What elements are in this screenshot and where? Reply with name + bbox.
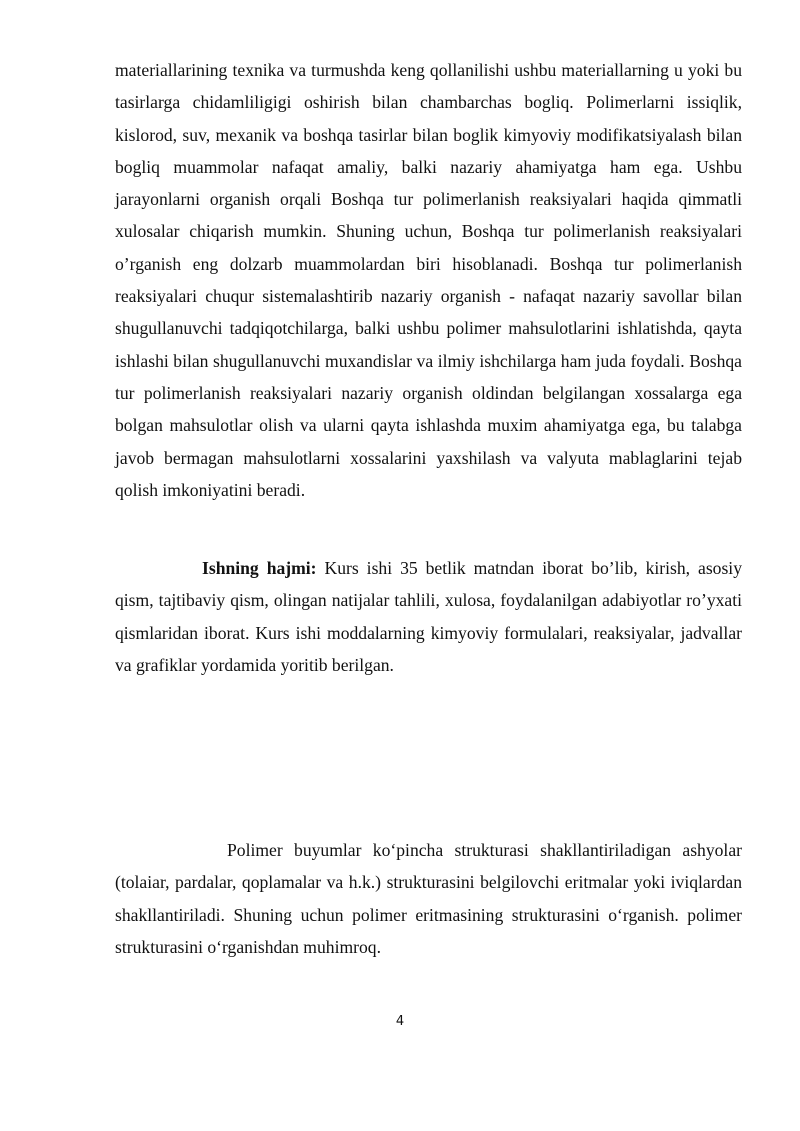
- page-number: 4: [395, 1014, 405, 1029]
- section-heading: Ishning hajmi:: [202, 558, 317, 578]
- body-paragraph-3: Polimer buyumlar ko‘pincha strukturasi shakllantiriladigan ashyolar (tolaiar, pardalar, qoplamalar va h.k.) strukturasini belgilovchi eritmalar yoki iviqlardan shakllantiriladi. Shuning uchun polimer eritmasining strukturasini o‘rganish. polimer strukturasini o‘rganishdan muhimroq.: [115, 840, 742, 957]
- body-paragraph-1: materiallarining texnika va turmushda keng qollanilishi ushbu materiallarning u yoki bu tasirlarga chidamliligigi oshirish bilan chambarchas bogliq. Polimerlarni issiqlik, kislorod, suv, mexanik va boshqa tasirlar bilan boglik kimyoviy modifikatsiyalash bilan bogliq muammolar nafaqat amaliy, balki nazariy ahamiyatga ham ega. Ushbu jarayonlarni organish orqali Boshqa tur polimerlanish reaksiyalari haqida qimmatli xulosalar chiqarish mumkin. Shuning uchun, Boshqa tur polimerlanish reaksiyalari o’rganish eng dolzarb muammolardan biri hisoblanadi. Boshqa tur polimerlanish reaksiyalari chuqur sistemalashtirib nazariy organish - nafaqat nazariy savollar bilan shugullanuvchi tadqiqotchilarga, balki ushbu polimer mahsulotlarini ishlatishda, qayta ishlashi bilan shugullanuvchi muxandislar va ilmiy ishchilarga ham juda foydali. Boshqa tur polimerlanish reaksiyalari nazariy organish oldindan belgilangan xossalarga ega bolgan mahsulotlar olish va ularni qayta ishlashda muxim ahamiyatga ega, bu talabga javob bermagan mahsulotlarni xossalarini yaxshilash va valyuta mablaglarini tejab qolish imkoniyatini beradi.: [115, 60, 742, 500]
- section-text: Kurs ishi 35 betlik matndan iborat bo’lib, kirish, asosiy qism, tajtibaviy qism, olingan natijalar tahlili, xulosa, foydalanilgan adabiyotlar ro’yxati qismlaridan iborat. Kurs ishi moddalarning kimyoviy formulalari, reaksiyalar, jadvallar va grafiklar yordamida yoritib berilgan.: [115, 558, 742, 675]
- body-paragraph-2: [115, 552, 742, 681]
